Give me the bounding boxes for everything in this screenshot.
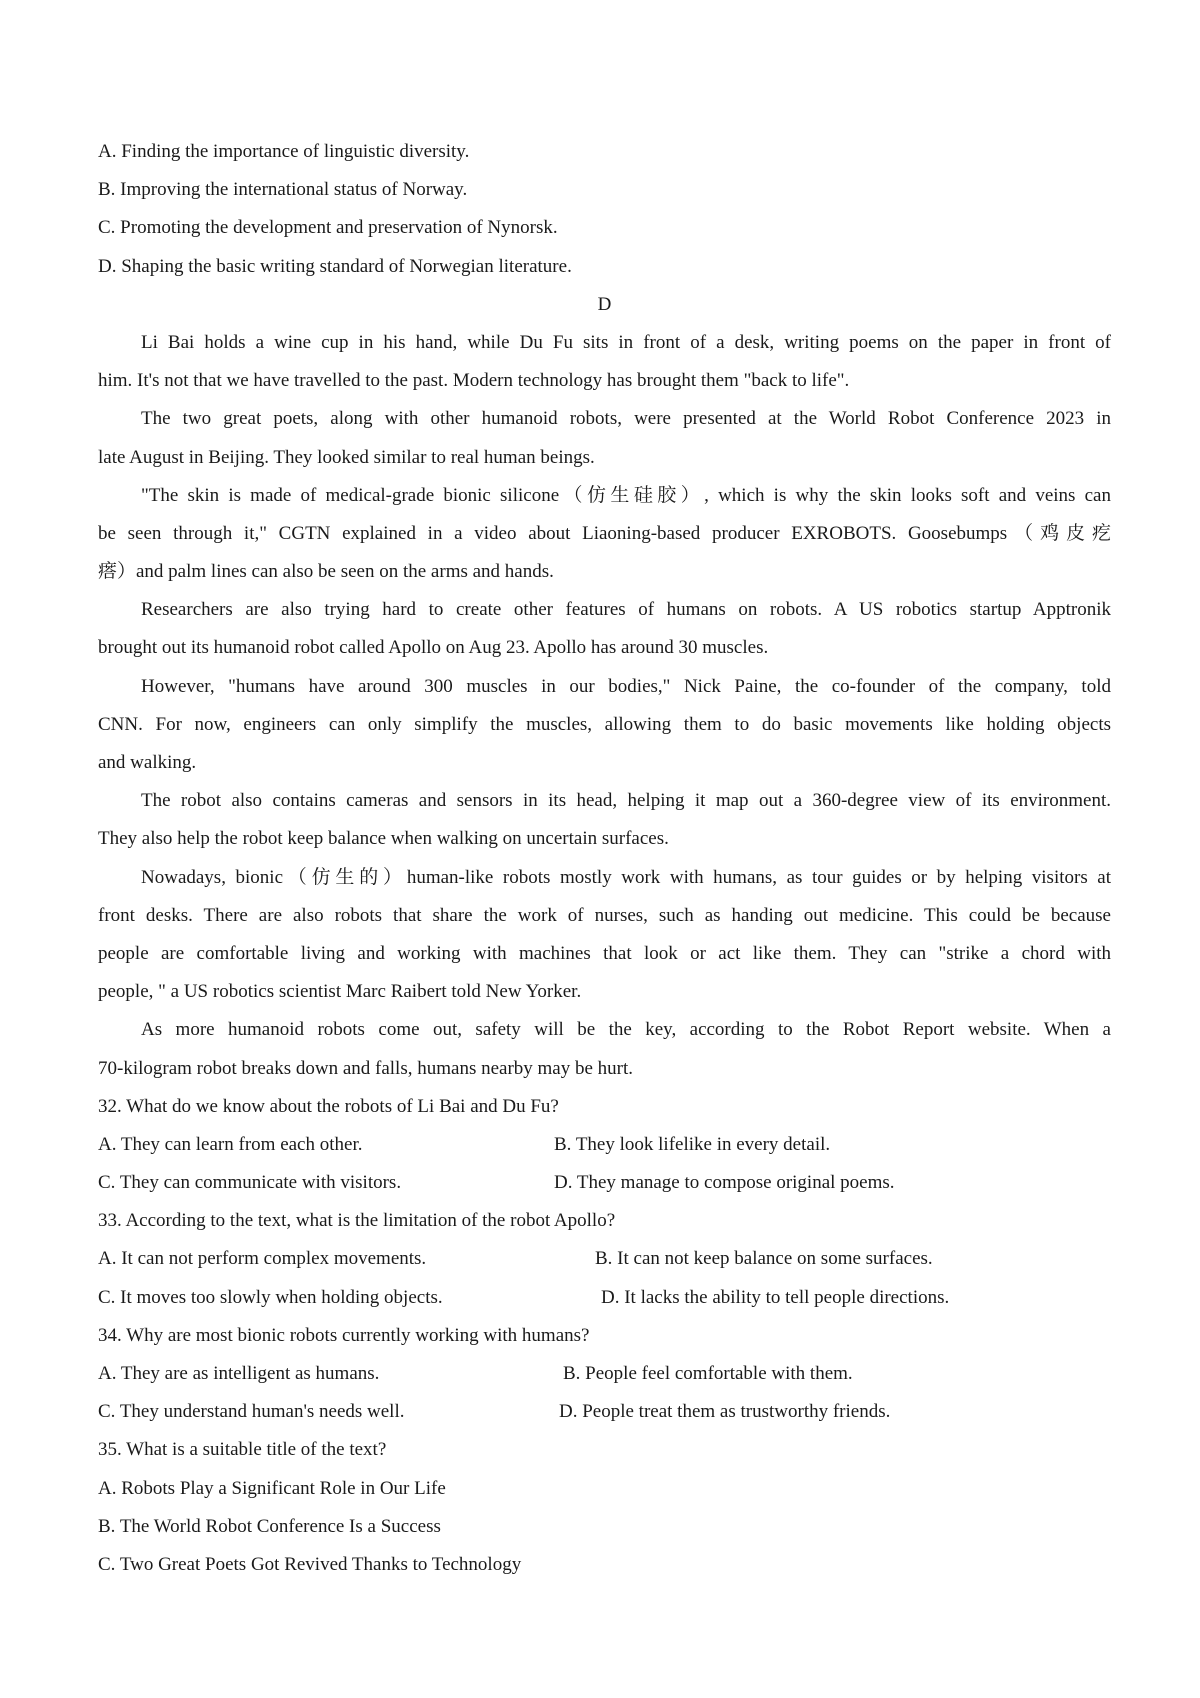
answer-option: B. People feel comfortable with them. [563,1363,853,1384]
answer-option: A. They can learn from each other. [98,1133,363,1155]
answer-option: C. It moves too slowly when holding objects. [98,1286,443,1308]
option-row [98,1164,1111,1202]
answer-option: D. They manage to compose original poems. [554,1172,895,1194]
option-row [98,1279,1111,1317]
paragraph-line: late August in Beijing. They looked similar to real human beings. [98,446,595,468]
question-text: 32. What do we know about the robots of Li Bai and Du Fu? [98,1095,559,1117]
paragraph-line: Li Bai holds a wine cup in his hand, while Du Fu sits in front of a desk, writing poems on the paper in front of [141,331,1111,353]
paragraph-line: As more humanoid robots come out, safety will be the key, according to the Robot Report website. When a [141,1019,1111,1041]
answer-option: C. Promoting the development and preservation of Nynorsk. [98,217,558,239]
answer-option: D. Shaping the basic writing standard of Norwegian literature. [98,255,572,277]
paragraph-line: people, " a US robotics scientist Marc Raibert told New Yorker. [98,981,582,1003]
paragraph-line: CNN. For now, engineers can only simplify the muscles, allowing them to do basic movements like holding objects [98,713,1111,735]
paragraph-line: However, "humans have around 300 muscles in our bodies," Nick Paine, the co-founder of the company, told [141,675,1111,697]
option-row [98,1126,1111,1164]
paragraph-line: 瘩）and palm lines can also be seen on the arms and hands. [98,561,554,583]
paragraph-line: brought out its humanoid robot called Apollo on Aug 23. Apollo has around 30 muscles. [98,637,769,659]
question-text: 33. According to the text, what is the limitation of the robot Apollo? [98,1210,616,1232]
answer-option: A. It can not perform complex movements. [98,1248,427,1270]
paragraph-line: Nowadays, bionic（仿生的）human-like robots mostly work with humans, as tour guides or by helping visitors at [141,866,1111,888]
answer-option: A. They are as intelligent as humans. [98,1363,380,1384]
answer-option: B. It can not keep balance on some surfaces. [595,1248,933,1270]
question-text: 34. Why are most bionic robots currently working with humans? [98,1324,590,1346]
paragraph-line: people are comfortable living and working with machines that look or act like them. They can "strike a chord with [98,942,1111,964]
paragraph-line: be seen through it," CGTN explained in a video about Liaoning-based producer EXROBOTS. Goosebumps（鸡皮疙 [98,522,1111,544]
answer-option: B. The World Robot Conference Is a Success [98,1515,441,1537]
paragraph-line: "The skin is made of medical-grade bionic silicone（仿生硅胶）, which is why the skin looks soft and veins can [141,484,1111,506]
paragraph-line: The robot also contains cameras and sensors in its head, helping it map out a 360-degree view of its environment. [141,790,1111,812]
answer-option: C. They understand human's needs well. [98,1401,405,1423]
answer-option: A. Finding the importance of linguistic diversity. [98,141,470,162]
paragraph-line: and walking. [98,752,197,773]
answer-option: A. Robots Play a Significant Role in Our Life [98,1477,446,1499]
answer-option: C. Two Great Poets Got Revived Thanks to Technology [98,1553,522,1575]
paragraph-line: The two great poets, along with other humanoid robots, were presented at the World Robot Conference 2023 in [141,408,1111,430]
paragraph-line: him. It's not that we have travelled to the past. Modern technology has brought them "back to life". [98,370,850,392]
answer-option: D. It lacks the ability to tell people directions. [601,1286,950,1308]
answer-option: C. They can communicate with visitors. [98,1172,402,1194]
section-heading: D [597,293,612,315]
document-page [98,133,1111,1584]
paragraph-line: Researchers are also trying hard to create other features of humans on robots. A US robotics startup Apptronik [141,599,1111,621]
answer-option: B. They look lifelike in every detail. [554,1133,831,1155]
option-row [98,1393,1111,1431]
paragraph-line: They also help the robot keep balance when walking on uncertain surfaces. [98,828,669,850]
answer-option: D. People treat them as trustworthy friends. [559,1401,891,1423]
option-row [98,1240,1111,1278]
paragraph-line: front desks. There are also robots that share the work of nurses, such as handing out medicine. This could be because [98,904,1111,926]
answer-option: B. Improving the international status of Norway. [98,179,468,201]
question-text: 35. What is a suitable title of the text? [98,1439,387,1461]
paragraph-line: 70-kilogram robot breaks down and falls, humans nearby may be hurt. [98,1057,634,1079]
option-row [98,1355,1111,1393]
